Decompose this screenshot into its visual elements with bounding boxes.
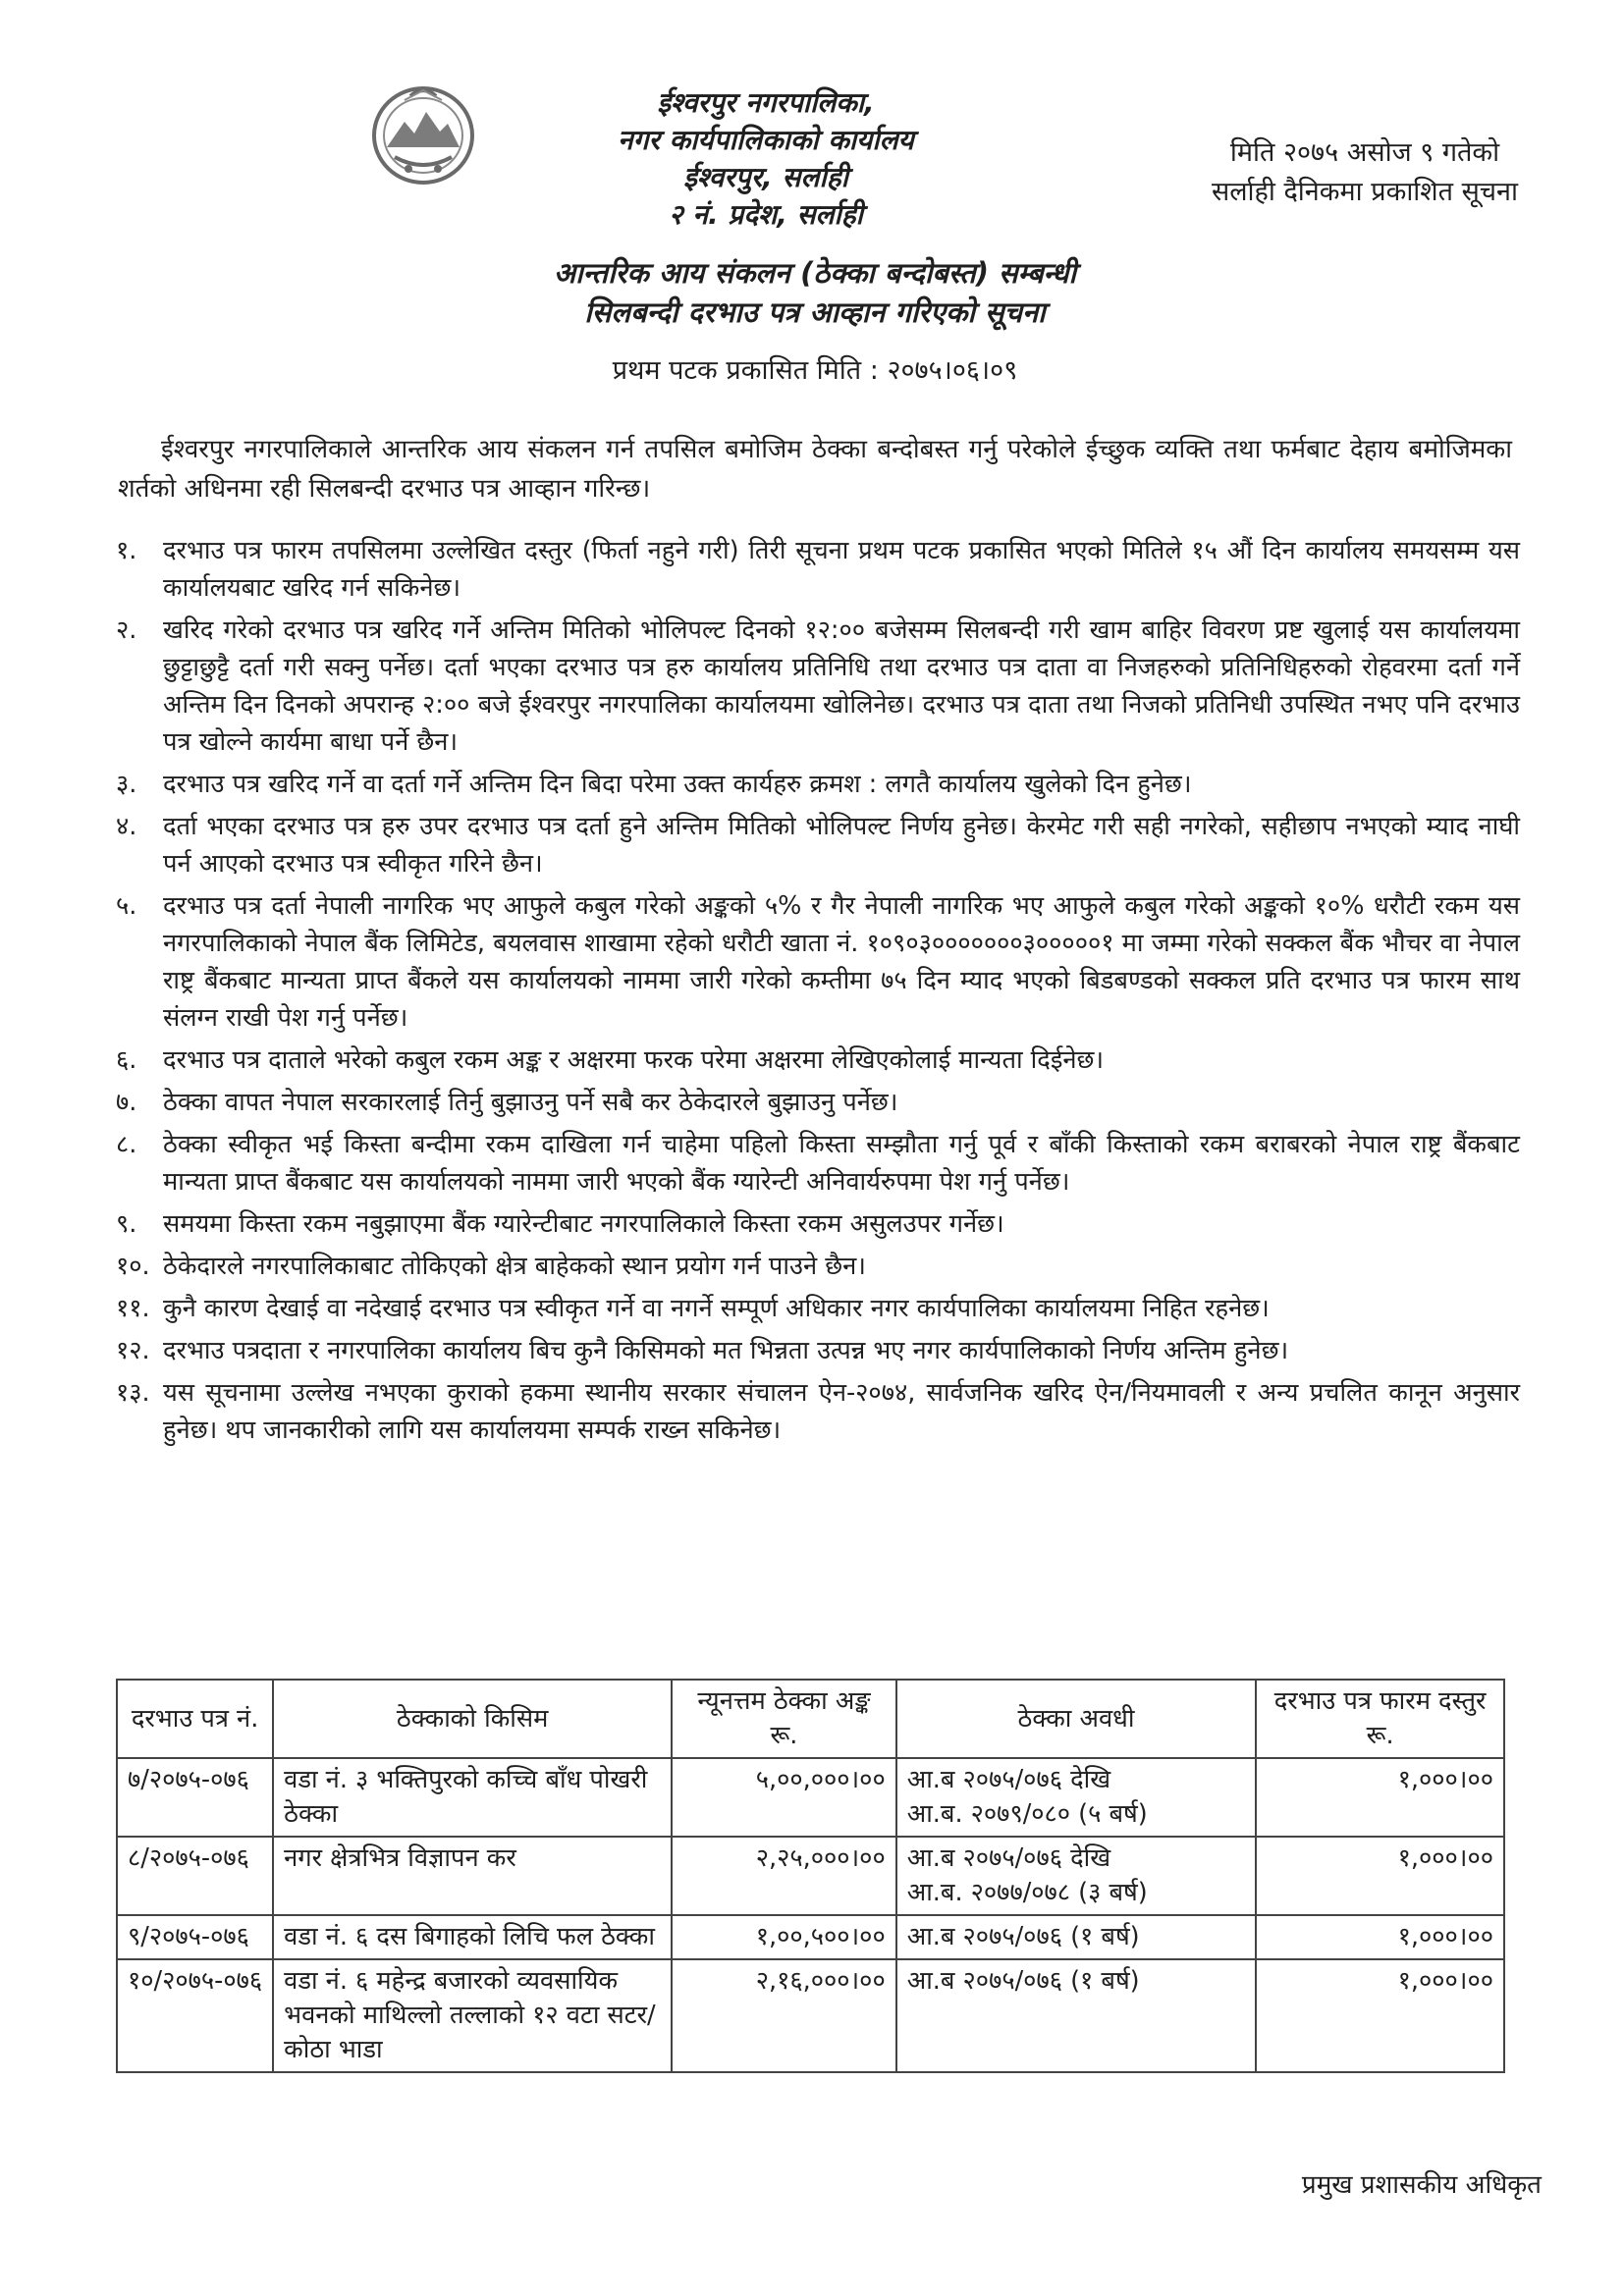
table-row (117, 1959, 1504, 2072)
form-fee: १,०००।०० (1256, 1915, 1504, 1959)
term-item (116, 1041, 1520, 1079)
term-text: ठेक्का वापत नेपाल सरकारलाई तिर्नु बुझाउनु पर्ने सबै कर ठेकेदारले बुझाउनु पर्नेछ। (163, 1088, 898, 1117)
table-row (117, 1837, 1504, 1915)
term-text: खरिद गरेको दरभाउ पत्र खरिद गर्ने अन्तिम मितिको भोलिपल्ट दिनको १२:०० बजेसम्म सिलबन्दी गरी खाम बाहिर विवरण प्रष्ट खुलाई यस कार्यालयमा छुट्टाछुट्टै दर्ता गरी सक्नु पर्नेछ। दर्ता भएका दरभाउ पत्र हरु कार्यालय प्रतिनिधि तथा दरभाउ पत्र दाता वा निजहरुको प्रतिनिधिहरुको रोहवरमा दर्ता गर्ने अन्तिम दिन दिनको अपरान्ह २:०० बजे ईश्वरपुर नगरपालिका कार्यालयमा खोलिनेछ। दरभाउ पत्र दाता तथा निजको प्रतिनिधी उपस्थित नभए पनि दरभाउ पत्र खोल्ने कार्यमा बाधा पर्ने छैन। (163, 615, 1520, 757)
term-item (116, 1290, 1520, 1327)
minimum-amount: २,१६,०००।०० (672, 1959, 896, 2072)
bid-number: ८/२०७५-०७६ (117, 1837, 273, 1915)
term-number: १२. (116, 1336, 150, 1365)
office-heading (550, 84, 982, 234)
term-number: ११. (116, 1294, 150, 1323)
table-header-row (117, 1680, 1504, 1758)
term-text: दरभाउ पत्र दर्ता नेपाली नागरिक भए आफुले कबुल गरेको अङ्कको ५% र गैर नेपाली नागरिक भए आफुले कबुल गरेको अङ्कको १०% धरौटी रकम यस नगरपालिकाको नेपाल बैंक लिमिटेड, बयलवास शाखामा रहेको धरौटी खाता नं. १०९०३०००००००३०००००१ मा जम्मा गरेको सक्कल बैंक भौचर वा नेपाल राष्ट्र बैंकबाट मान्यता प्राप्त बैंकले यस कार्यालयको नाममा जारी गरेको कम्तीमा ७५ दिन म्याद भएको बिडबण्डको सक्कल प्रति दरभाउ पत्र फारम साथ संलग्न राखी पेश गर्नु पर्नेछ। (163, 891, 1520, 1033)
period-line: आ.ब २०७५/०७६ (१ बर्ष) (906, 1922, 1140, 1951)
terms-list (116, 532, 1520, 1454)
term-text: ठेकेदारले नगरपालिकाबाट तोकिएको क्षेत्र बाहेकको स्थान प्रयोग गर्न पाउने छैन। (163, 1252, 866, 1281)
contract-period (896, 1959, 1257, 2072)
period-line: आ.ब २०७५/०७६ देखि (906, 1765, 1111, 1794)
term-text: दरभाउ पत्र फारम तपसिलमा उल्लेखित दस्तुर (फिर्ता नहुने गरी) तिरी सूचना प्रथम पटक प्रकासित भएको मितिले १५ औं दिन कार्यालय समयसम्म यस कार्यालयबाट खरिद गर्न सकिनेछ। (163, 536, 1520, 603)
bid-number: ७/२०७५-०७६ (117, 1758, 273, 1837)
office-location: ईश्वरपुर, सर्लाही (683, 161, 848, 193)
office-name: ईश्वरपुर नगरपालिका, (657, 86, 875, 119)
notice-title (324, 253, 1306, 332)
minimum-amount: ५,००,०००।०० (672, 1758, 896, 1837)
term-item (116, 612, 1520, 761)
table-row (117, 1758, 1504, 1837)
term-text: ठेक्का स्वीकृत भई किस्ता बन्दीमा रकम दाखिला गर्न चाहेमा पहिलो किस्ता सम्झौता गर्नु पूर्व र बाँकी किस्ताको रकम बराबरको नेपाल राष्ट्र बैंकबाट मान्यता प्राप्त बैंकबाट यस कार्यालयको नाममा जारी भएको बैंक ग्यारेन्टी अनिवार्यरुपमा पेश गर्नु पर्नेछ। (163, 1130, 1520, 1197)
period-line: आ.ब २०७५/०७६ देखि (906, 1843, 1111, 1873)
publication-note (1168, 133, 1561, 212)
header-contract-period: ठेक्का अवधी (896, 1680, 1257, 1758)
period-line: आ.ब. २०७९/०८० (५ बर्ष) (906, 1799, 1148, 1829)
form-fee: १,०००।०० (1256, 1758, 1504, 1837)
office-department: नगर कार्यपालिकाको कार्यालय (618, 124, 914, 156)
notice-title-line: आन्तरिक आय संकलन (ठेक्का बन्दोबस्त) सम्बन्धी (553, 256, 1077, 290)
intro-paragraph: ईश्वरपुर नगरपालिकाले आन्तरिक आय संकलन गर्न तपसिल बमोजिम ठेक्का बन्दोबस्त गर्नु परेकोले ईच्छुक व्यक्ति तथा फर्मबाट देहाय बमोजिमका शर्तको अधिनमा रही सिलबन्दी दरभाउ पत्र आव्हान गरिन्छ। (118, 435, 1512, 504)
period-line: आ.ब. २०७७/०७८ (३ बर्ष) (906, 1878, 1148, 1907)
term-number: ५. (116, 891, 137, 921)
form-fee: १,०००।०० (1256, 1959, 1504, 2072)
term-number: १०. (116, 1252, 150, 1281)
header-contract-type: ठेक्काको किसिम (273, 1680, 672, 1758)
first-published-date: प्रथम पटक प्रकासित मिति : २०७५।०६।०९ (612, 355, 1018, 386)
term-number: १. (116, 536, 137, 565)
term-number: ६. (116, 1045, 137, 1075)
contract-period (896, 1837, 1257, 1915)
office-province: २ नं. प्रदेश, सर्लाही (669, 198, 863, 231)
contract-type: वडा नं. ६ दस बिगाहको लिचि फल ठेक्का (273, 1915, 672, 1959)
term-text: यस सूचनामा उल्लेख नभएका कुराको हकमा स्थानीय सरकार संचालन ऐन-२०७४, सार्वजनिक खरिद ऐन/नियमावली र अन्य प्रचलित कानून अनुसार हुनेछ। थप जानकारीको लागि यस कार्यालयमा सम्पर्क राख्न सकिनेछ। (163, 1378, 1520, 1445)
bid-number: ९/२०७५-०७६ (117, 1915, 273, 1959)
term-item (116, 1205, 1520, 1243)
header-form-fee: दरभाउ पत्र फारम दस्तुर रू. (1256, 1680, 1504, 1758)
term-number: ४. (116, 812, 137, 841)
period-line: आ.ब २०७५/०७६ (१ बर्ष) (906, 1966, 1140, 1996)
term-item (116, 1084, 1520, 1121)
publication-newspaper: सर्लाही दैनिकमा प्रकाशित सूचना (1211, 177, 1519, 207)
term-number: ३. (116, 770, 137, 799)
tender-table (116, 1679, 1505, 2073)
term-item (116, 1248, 1520, 1285)
term-text: समयमा किस्ता रकम नबुझाएमा बैंक ग्यारेन्टीबाट नगरपालिकाले किस्ता रकम असुलउपर गर्नेछ। (163, 1209, 1004, 1239)
term-item (116, 532, 1520, 607)
term-number: ८. (116, 1130, 137, 1159)
contract-period (896, 1915, 1257, 1959)
term-number: ९. (116, 1209, 137, 1239)
term-text: दरभाउ पत्र दाताले भरेको कबुल रकम अङ्क र अक्षरमा फरक परेमा अक्षरमा लेखिएकोलाई मान्यता दिईनेछ। (163, 1045, 1105, 1075)
signatory-title: प्रमुख प्रशासकीय अधिकृत (1301, 2170, 1542, 2200)
term-text: दर्ता भएका दरभाउ पत्र हरु उपर दरभाउ पत्र दर्ता हुने अन्तिम मितिको भोलिपल्ट निर्णय हुनेछ। केरमेट गरी सही नगरेको, सहीछाप नभएको म्याद नाघी पर्न आएको दरभाउ पत्र स्वीकृत गरिने छैन। (163, 812, 1520, 879)
minimum-amount: १,००,५००।०० (672, 1915, 896, 1959)
form-fee: १,०००।०० (1256, 1837, 1504, 1915)
minimum-amount: २,२५,०००।०० (672, 1837, 896, 1915)
header-minimum-amount: न्यूनत्तम ठेक्का अङ्क रू. (672, 1680, 896, 1758)
term-text: कुनै कारण देखाई वा नदेखाई दरभाउ पत्र स्वीकृत गर्ने वा नगर्ने सम्पूर्ण अधिकार नगर कार्यपालिका कार्यालयमा निहित रहनेछ। (163, 1294, 1270, 1323)
term-item (116, 808, 1520, 882)
term-item (116, 1126, 1520, 1201)
term-text: दरभाउ पत्रदाता र नगरपालिका कार्यालय बिच कुनै किसिमको मत भिन्नता उत्पन्न भए नगर कार्यपालिकाको निर्णय अन्तिम हुनेछ। (163, 1336, 1289, 1365)
publication-date: मिति २०७५ असोज ९ गतेको (1229, 137, 1500, 168)
contract-period (896, 1758, 1257, 1837)
term-number: ७. (116, 1088, 137, 1117)
term-item (116, 1332, 1520, 1369)
term-number: २. (116, 615, 137, 645)
term-number: १३. (116, 1378, 150, 1408)
contract-type: वडा नं. ३ भक्तिपुरको कच्चि बाँध पोखरी ठेक्का (273, 1758, 672, 1837)
term-text: दरभाउ पत्र खरिद गर्ने वा दर्ता गर्ने अन्तिम दिन बिदा परेमा उक्त कार्यहरु क्रमश : लगतै कार्यालय खुलेको दिन हुनेछ। (163, 770, 1192, 799)
contract-type: वडा नं. ६ महेन्द्र बजारको व्यवसायिक भवनको माथिल्लो तल्लाको १२ वटा सटर/कोठा भाडा (273, 1959, 672, 2072)
term-item (116, 1374, 1520, 1449)
term-item (116, 887, 1520, 1037)
notice-title-line: सिलबन्दी दरभाउ पत्र आव्हान गरिएको सूचना (584, 295, 1046, 329)
contract-type: नगर क्षेत्रभित्र विज्ञापन कर (273, 1837, 672, 1915)
header-bid-number: दरभाउ पत्र नं. (117, 1680, 273, 1758)
bid-number: १०/२०७५-०७६ (117, 1959, 273, 2072)
table-row (117, 1915, 1504, 1959)
government-emblem-icon (365, 79, 481, 188)
term-item (116, 766, 1520, 803)
